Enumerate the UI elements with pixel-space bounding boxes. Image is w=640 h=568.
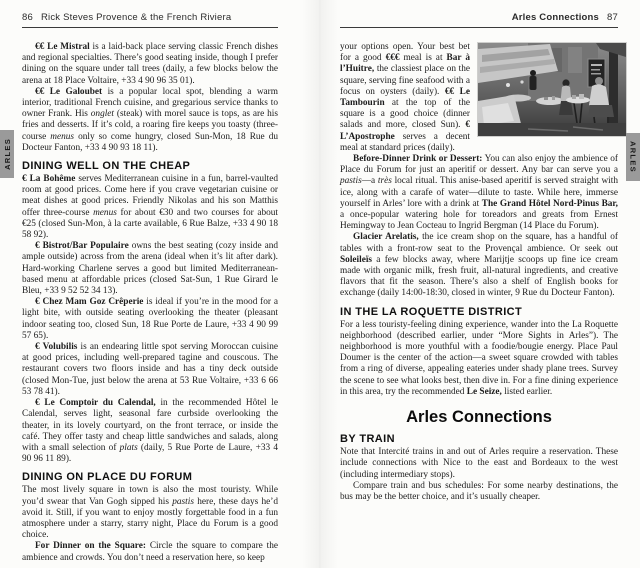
text-run: Before-Dinner Drink or Dessert: [353,154,483,165]
text-run: at the top of the square is a good choice (dinner salads and more, closed Sun). [340,98,470,131]
text-run: €€ Le Mistral [35,42,90,52]
text-run: serves Mediterranean cuisine in a fun, barrel-vaulted room at good prices. Come here if you crave vegetarian cuisine or meat dishes at good prices. Friendly Nikolas and his son Matthis offer three-course [22,174,278,218]
left-header-title: Rick Steves Provence & the French Riviera [40,12,232,23]
text-run: meal is at [399,53,447,64]
text-run: You can also enjoy the ambience of Place du Forum for just an aperitif or dessert. Any bar can serve you a [340,154,619,176]
text-run: The Grand Hôtel Nord-Pinus Bar, [481,198,619,209]
arles-tab-left-label: ARLES [2,138,12,170]
text-run: plats [119,442,138,453]
text-run: For a less touristy-feeling dining experience, wander into the La Roquette neighborhood (described earlier, under “More Sights in Arles”). The neighborhood is more youthful with a foodie/bougie energy. Place Paul Doumer is the center of the action—a sweet square crowded with tables from a ring of diverse, appealing eateries under shady plane trees. Survey the scene to see what looks best, then dive in. For a fine dining experience in this area, try the recommended [340,319,618,397]
text-run: here, these days he’d avoid it. Still, if you want to enjoy mostly forgettable food in a fun atmosphere under a starry, starry night, Place du Forum is a good choice. [22,496,279,541]
text-run: in the recommended Hôtel le Calendal, serves light, seasonal fare curbside overlooking the theater, in its lovely courtyard, on the front terrace, or inside the café. They offer tasty and cheap little sandwiches and salads, along with a small selection of [22,398,278,453]
text-run: the classiest place on the square, serving fine seafood with a focus on oysters (daily). [340,64,470,97]
paragraph [340,481,618,503]
text-run: € Volubilis [35,342,78,353]
paragraph [22,398,278,465]
text-run: €€ Le Tambourin [340,86,470,109]
text-run: Glacier Arelatis, [353,232,419,243]
right-header-rule [340,27,618,28]
section-heading: IN THE LA ROQUETTE DISTRICT [340,305,523,318]
text-run: menus [93,207,117,218]
text-run: € L’Apostrophe [340,120,470,142]
paragraph [22,485,278,541]
text-run: Le Seize, [466,386,502,397]
left-page-number: 86 [22,12,33,23]
text-run: Circle the square to compare the ambience and crowds. You don’t need a reservation here, so keep [22,541,278,563]
chapter-heading: Arles Connections [406,408,552,427]
arles-side-tab-left [0,130,14,178]
text-run: €€ Le Galoubet [35,86,103,97]
paragraph [340,154,618,232]
text-run: The most lively square in town is also the most touristy. While you’d swear that Van Gogh sipped his [22,485,278,507]
arles-side-tab-right [626,133,640,181]
right-page-header [340,12,618,23]
text-run: your options open. Your best bet for a good [340,42,470,64]
section-heading: DINING WELL ON THE CHEAP [22,160,191,173]
section-heading: DINING ON PLACE DU FORUM [22,471,193,484]
text-run: (steak) with morel sauce is tops, as are his fries and desserts. If it’s cold, a roaring fire keeps you toasty (three-course [22,109,278,142]
text-run: owns the best seating (cozy inside and ample outside) across from the arena (ideal when it’s lit after dark). Hard-working Charlene serves a good but limited Mediterranean-based menu at affordable prices (closed Sat-Sun, 1 Rue Girard le Bleu, +33 9 52 52 34 13). [22,241,278,297]
text-run: Bar à l’Huitre, [340,53,470,75]
text-run: Note that Intercité trains in and out of Arles require a reservation. These include connections with Nice to the east and Bordeaux to the west (including intermediary stops). [340,447,618,480]
paragraph [22,297,278,342]
paragraph [340,320,618,398]
text-run: —a [361,176,378,187]
cafe-night-photo [478,43,626,136]
text-run: très [377,176,392,187]
text-run: € La Bohême [22,174,76,185]
paragraph [340,232,618,299]
paragraph [22,241,278,297]
text-run: is an endearing little spot serving Moroccan cuisine at good prices, including well-prepared tagine and couscous. The restaurant covers two floors inside and has a tiny deck outside (closed Mon-Tue, just below the arena at 53 Rue Voltaire, +33 6 66 53 78 41). [22,342,279,397]
arles-tab-right-label: ARLES [628,141,638,173]
text-run: a once-popular watering hole for toreadors and greats from Ernest Hemingway to Jean Cocteau to Ingrid Bergman (14 Place du Forum). [340,210,618,232]
text-run: € Bistrot/Bar Populaire [35,241,129,252]
paragraph [340,447,618,481]
right-page-body [340,42,618,503]
text-run: the ice cream shop on the square, has a handful of tables with a front-row seat to the Provençal ambience. Or seek out [340,232,618,254]
text-run: onglet [90,109,115,120]
text-run: menus [50,131,75,142]
text-run: Compare train and bus schedules: For some nearby destinations, the bus may be the better choice, and it’s usually cheaper. [340,480,618,502]
text-run: Soleileïs [340,254,373,265]
right-header-title: Arles Connections [511,12,600,23]
section-heading: BY TRAIN [340,433,395,446]
right-page [320,0,640,568]
text-run: is a popular local spot, blending a warm interior, traditional French cuisine, and gregarious service thanks to owner Frank. His [22,86,278,120]
right-page-number: 87 [607,12,618,23]
text-run: for about €30 and two courses for about €25 (closed Sun-Mon, à la carte available, 6 Rue Balze, +33 4 90 18 58 92). [22,207,278,241]
text-run: listed earlier. [501,386,553,397]
paragraph [22,174,278,241]
paragraph [22,42,278,87]
paragraph [22,342,278,398]
paragraph [22,541,278,563]
text-run: is ideal if you’re in the mood for a light bite, with outside seating overlooking the theater (pleasant indoor seating too, closed Sun, 18 Rue Porte de Laure, +33 4 90 99 57 65). [22,297,278,341]
text-run: a few blocks away, where Marijtje scoops up fine ice cream made with organic milk, fresh fruit, all-natural ingredients, and creative flavors that fit the season. There’s also a shelf of English books for exchange (daily 14:00-18:30, closed in winter, 9 Rue du Docteur Fanton). [340,254,618,299]
paragraph [22,87,278,154]
cafe-photo-illustration [478,43,626,136]
text-run: pastis [340,176,362,187]
text-run: serves a decent meal at standard prices (daily). [340,131,470,153]
left-page-body [22,42,278,564]
text-run: (daily, 5 Rue Porte de Laure, +33 4 90 96 11 89). [22,442,278,465]
text-run: pastis [172,496,194,507]
text-run: For Dinner on the Square: [35,541,146,552]
text-run: is a laid-back place serving classic French dishes and regional specialties. There’s good seating inside, though I prefer dining on the square under tall trees (daily, a few blocks below the arena at 18 Place Voltaire, +33 4 90 96 35 01). [22,42,279,86]
text-run: local ritual. This anise-based aperitif is served straight with ice, along with a carafe of water—dilute to taste. While here, immerse yourself in Arles’ lore with a drink at [340,176,618,209]
text-run: €€€ [385,53,400,64]
text-run: € Chez Mam Goz Crêperie [35,297,144,308]
text-run: € Le Comptoir du Calendal, [35,398,156,409]
text-run: only so come hungry, closed Sun-Mon, 18 Rue du Docteur Fanton, +33 4 90 93 18 11). [22,131,278,153]
left-page-header [22,12,278,23]
left-header-rule [22,27,278,28]
